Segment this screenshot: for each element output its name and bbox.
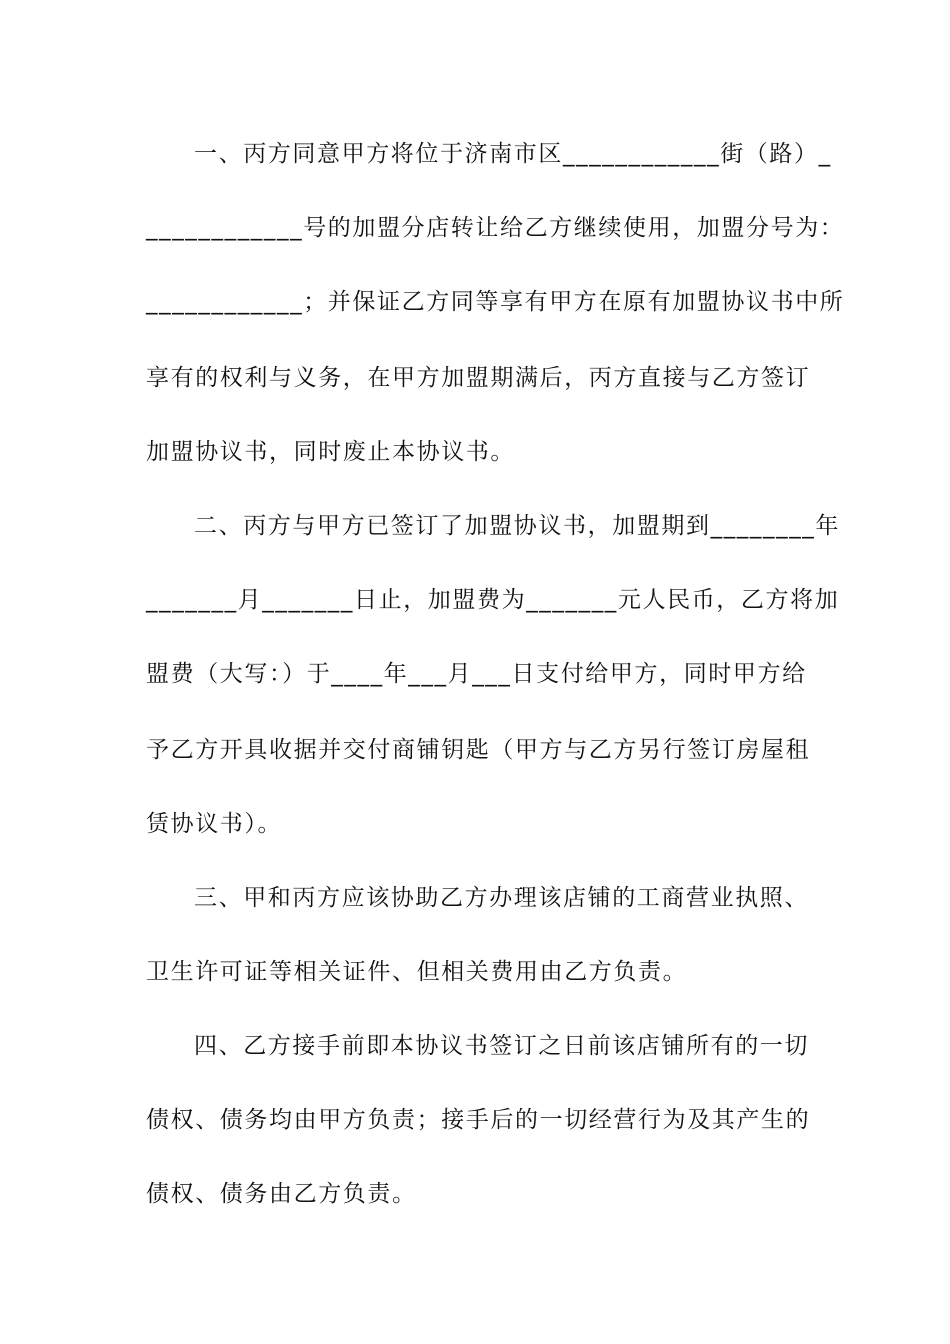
clause-3-line-2: 卫生许可证等相关证件、但相关费用由乙方负责。 — [146, 959, 688, 985]
clause-2-line-1: 二、丙方与甲方已签订了加盟协议书，加盟期到________年 — [194, 513, 840, 539]
clause-4-line-3: 债权、债务由乙方负责。 — [146, 1181, 417, 1207]
clause-4-line-1: 四、乙方接手前即本协议书签订之日前该店铺所有的一切 — [194, 1033, 809, 1059]
clause-1-line-1: 一、丙方同意甲方将位于济南市区____________街（路）_ — [194, 141, 832, 167]
clause-2-line-3: 盟费（大写：）于____年___月___日支付给甲方，同时甲方给 — [146, 661, 807, 687]
clause-1-line-2: ____________号的加盟分店转让给乙方继续使用，加盟分号为： — [146, 215, 845, 241]
clause-2-line-5: 赁协议书）。 — [146, 811, 283, 837]
clause-2-line-4: 予乙方开具收据并交付商铺钥匙（甲方与乙方另行签订房屋租 — [146, 737, 811, 763]
clause-1-line-3: ____________；并保证乙方同等享有甲方在原有加盟协议书中所 — [146, 289, 845, 315]
clause-1-line-5: 加盟协议书，同时废止本协议书。 — [146, 439, 515, 465]
clause-2-line-2: _______月_______日止，加盟费为_______元人民币，乙方将加 — [146, 587, 840, 613]
clause-3-line-1: 三、甲和丙方应该协助乙方办理该店铺的工商营业执照、 — [194, 885, 809, 911]
clause-4-line-2: 债权、债务均由甲方负责；接手后的一切经营行为及其产生的 — [146, 1107, 811, 1133]
clause-1-line-4: 享有的权利与义务，在甲方加盟期满后，丙方直接与乙方签订 — [146, 365, 811, 391]
